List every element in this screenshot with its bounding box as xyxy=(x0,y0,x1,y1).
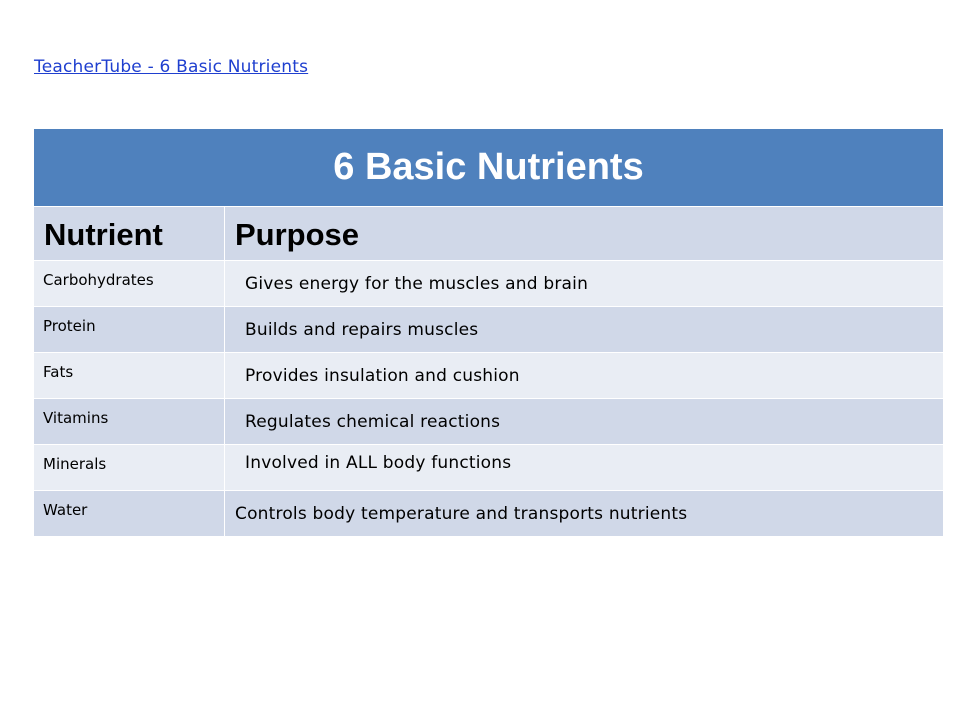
nutrient-name: Minerals xyxy=(43,455,107,473)
table-title: 6 Basic Nutrients xyxy=(34,129,944,207)
teachertube-link[interactable]: TeacherTube - 6 Basic Nutrients xyxy=(34,57,309,77)
nutrient-name: Fats xyxy=(43,363,74,381)
header-purpose xyxy=(225,207,944,261)
nutrient-cell xyxy=(34,399,225,445)
nutrient-cell xyxy=(34,353,225,399)
purpose-text: Involved in ALL body functions xyxy=(245,453,512,473)
nutrient-cell xyxy=(34,491,225,537)
purpose-cell xyxy=(225,445,944,491)
header-row xyxy=(34,207,944,261)
purpose-cell xyxy=(225,399,944,445)
nutrient-name: Vitamins xyxy=(43,409,109,427)
header-nutrient xyxy=(34,207,225,261)
table-row xyxy=(34,491,944,537)
purpose-text: Regulates chemical reactions xyxy=(245,412,501,432)
table-row xyxy=(34,445,944,491)
purpose-cell xyxy=(225,261,944,307)
purpose-text: Gives energy for the muscles and brain xyxy=(245,274,589,294)
purpose-text: Provides insulation and cushion xyxy=(245,366,520,386)
header-nutrient-label: Nutrient xyxy=(44,216,163,252)
table-row xyxy=(34,261,944,307)
purpose-cell xyxy=(225,307,944,353)
purpose-cell xyxy=(225,353,944,399)
table-row xyxy=(34,399,944,445)
purpose-cell xyxy=(225,491,944,537)
nutrient-cell xyxy=(34,261,225,307)
purpose-text: Controls body temperature and transports nutrients xyxy=(235,504,688,524)
purpose-text: Builds and repairs muscles xyxy=(245,320,479,340)
nutrient-cell xyxy=(34,307,225,353)
nutrients-table xyxy=(33,128,944,537)
table-row xyxy=(34,307,944,353)
table-row xyxy=(34,353,944,399)
nutrient-name: Protein xyxy=(43,317,96,335)
nutrient-cell xyxy=(34,445,225,491)
header-purpose-label: Purpose xyxy=(235,216,360,252)
nutrient-name: Carbohydrates xyxy=(43,271,154,289)
nutrient-name: Water xyxy=(43,501,88,519)
